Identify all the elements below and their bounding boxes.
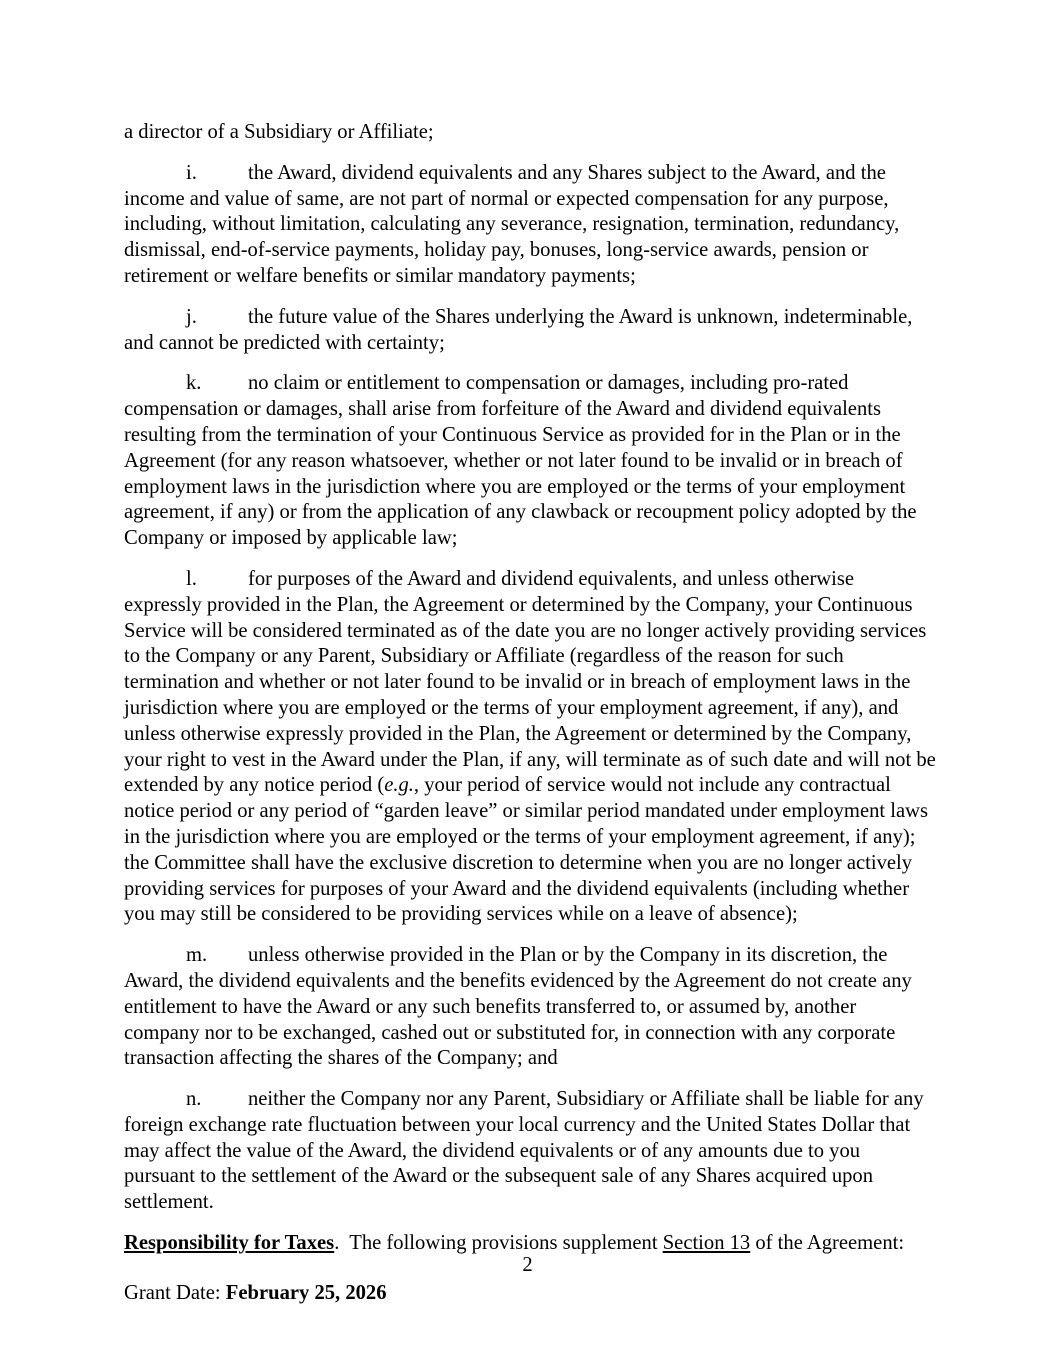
paragraph-n	[124, 1087, 936, 1216]
section-13-reference: Section 13	[662, 1232, 751, 1255]
paragraph-k-text: no claim or entitlement to compensation or damages, including pro-rated compensation or damages, shall arise from forfeiture of the Award and dividend equivalents resulting from the termination of your Continuous Service as provided for in the Plan or in the Agreement (for any reason whatsoever, whether or not later found to be invalid or in breach of employment laws in the jurisdiction where you are employed or the terms of your employment agreement, if any) or from the application of any clawback or recoupment policy adopted by the Company or imposed by applicable law;	[124, 372, 922, 550]
paragraph-i-text: the Award, dividend equivalents and any Shares subject to the Award, and the income and value of same, are not part of normal or expected compensation for any purpose, including, without limitation, calculating any severance, resignation, termination, redundancy, dismissal, end-of-service payments, holiday pay, bonuses, long-service awards, pension or retirement or welfare benefits or similar mandatory payments;	[124, 161, 905, 287]
paragraph-m-letter: m.	[186, 944, 208, 967]
taxes-text-middle: . The following provisions supplement	[334, 1232, 663, 1255]
paragraph-n-letter: n.	[186, 1088, 202, 1111]
page-number: 2	[522, 1254, 533, 1276]
paragraph-i-letter: i.	[186, 161, 197, 184]
taxes-text-tail: of the Agreement:	[750, 1232, 905, 1255]
paragraph-m	[124, 943, 936, 1072]
intro-paragraph	[124, 120, 936, 146]
paragraph-j-letter: j.	[186, 305, 197, 328]
paragraph-i	[124, 161, 936, 290]
taxes-heading: Responsibility for Taxes	[124, 1232, 335, 1255]
paragraph-j	[124, 305, 936, 357]
paragraph-l-text-after: , your period of service would not include any contractual notice period or any period of “garden leave” or similar period mandated under employment laws in the jurisdiction where you are employed or the terms of your employment agreement, if any); the Committee shall have the exclusive discretion to determine when you are no longer actively providing services for purposes of your Award and the dividend equivalents (including whether you may still be considered to be providing services while on a leave of absence);	[124, 774, 934, 926]
paragraph-k	[124, 371, 936, 552]
intro-text: a director of a Subsidiary or Affiliate;	[124, 121, 434, 143]
paragraph-l-text-before: for purposes of the Award and dividend equivalents, and unless otherwise expressly provided in the Plan, the Agreement or determined by the Company, your Continuous Service will be considered terminated as of the date you are no longer actively providing services to the Company or any Parent, Subsidiary or Affiliate (regardless of the reason for such termination and whether or not later found to be invalid or in breach of employment laws in the jurisdiction where you are employed or the terms of your employment agreement, if any), and unless otherwise expressly provided in the Plan, the Agreement or determined by the Company, your right to vest in the Award under the Plan, if any, will terminate as of such date and will not be extended by any notice period (	[124, 567, 941, 797]
grant-date-line	[124, 1281, 387, 1307]
paragraph-j-text: the future value of the Shares underlying the Award is unknown, indeterminable, and cannot be predicted with certainty;	[124, 305, 918, 354]
paragraph-l-letter: l.	[186, 567, 197, 590]
paragraph-m-text: unless otherwise provided in the Plan or by the Company in its discretion, the Award, the dividend equivalents and the benefits evidenced by the Agreement do not create any entitlement to have the Award or any such benefits transferred to, or assumed by, another company nor to be exchanged, cashed out or substituted for, in connection with any corporate transaction affecting the shares of the Company; and	[124, 944, 917, 1070]
paragraph-n-text: neither the Company nor any Parent, Subsidiary or Affiliate shall be liable for any foreign exchange rate fluctuation between your local currency and the United States Dollar that may affect the value of the Award, the dividend equivalents or of any amounts due to you pursuant to the settlement of the Award or the subsequent sale of any Shares acquired upon settlement.	[124, 1088, 929, 1214]
document-body	[124, 120, 941, 1272]
grant-date-value: February 25, 2026	[225, 1282, 387, 1304]
paragraph-l	[124, 567, 941, 928]
grant-date-label: Grant Date:	[124, 1282, 226, 1304]
paragraph-k-letter: k.	[186, 372, 202, 395]
paragraph-l-eg-italic: e.g.	[384, 774, 414, 797]
